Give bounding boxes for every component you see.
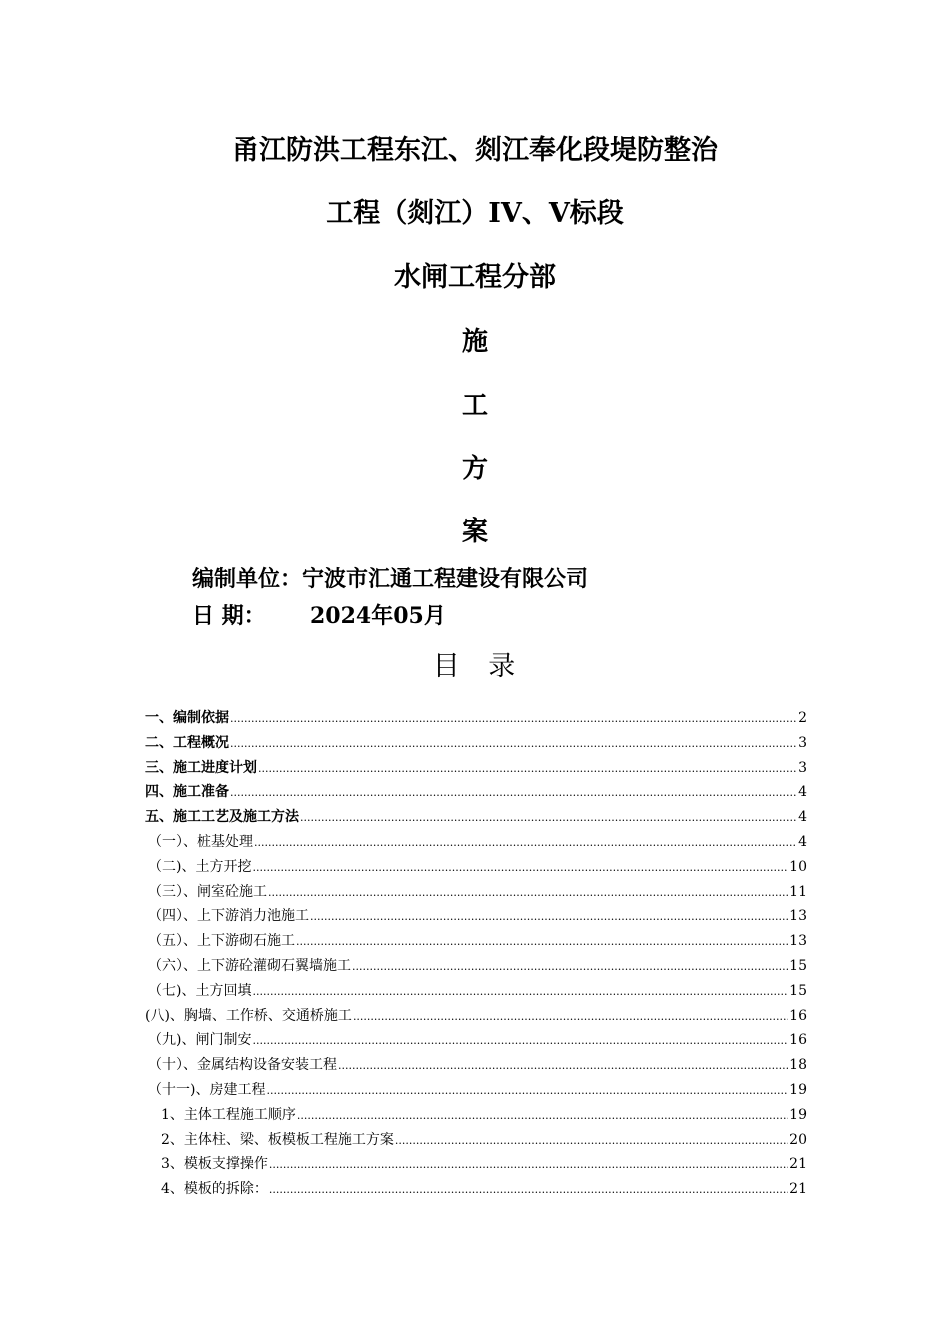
toc-entry-page: 13 [789, 908, 807, 925]
toc-entry[interactable] [145, 880, 807, 905]
toc-title: 目 录 [432, 651, 526, 682]
toc-entry-label: 3、模板支撑操作 [161, 1156, 268, 1173]
toc-entry-label: 2、主体柱、梁、板模板工程施工方案 [161, 1131, 394, 1148]
toc-entry-page: 16 [789, 1007, 807, 1024]
toc-entry[interactable] [145, 805, 807, 830]
toc-entry-page: 15 [789, 957, 807, 974]
toc-entry-label: （十一)、房建工程 [148, 1081, 266, 1098]
toc-entry-label: (八)、胸墙、工作桥、交通桥施工 [145, 1007, 352, 1024]
toc-entry-page: 4 [798, 784, 807, 801]
toc-entry-page: 11 [789, 883, 807, 900]
toc-entry[interactable] [145, 954, 807, 979]
toc-entry-label: （一）、桩基处理 [148, 833, 253, 850]
table-of-contents [145, 706, 807, 1202]
toc-leader [300, 805, 797, 831]
toc-entry[interactable] [145, 1103, 807, 1128]
toc-leader [338, 1053, 788, 1079]
toc-entry[interactable] [145, 830, 807, 855]
toc-entry[interactable] [145, 1004, 807, 1029]
toc-entry-page: 19 [789, 1106, 807, 1123]
toc-leader [269, 1152, 788, 1178]
toc-entry-page: 4 [798, 809, 807, 826]
toc-entry-page: 16 [789, 1032, 807, 1049]
toc-entry-label: 三、施工进度计划 [145, 759, 257, 776]
compiling-unit [192, 564, 588, 594]
toc-leader [254, 830, 797, 856]
toc-entry[interactable] [145, 1028, 807, 1053]
toc-entry[interactable] [145, 1078, 807, 1103]
toc-leader [310, 904, 788, 930]
toc-entry-label: （五）、上下游砌石施工 [148, 933, 295, 950]
toc-entry-label: （十）、金属结构设备安装工程 [148, 1057, 337, 1074]
toc-entry-page: 3 [798, 759, 807, 776]
toc-leader [352, 954, 788, 980]
toc-entry-page: 18 [789, 1057, 807, 1074]
toc-entry-label: 一、编制依据 [145, 710, 229, 726]
toc-entry[interactable] [145, 1152, 807, 1177]
toc-leader [266, 1078, 788, 1104]
vertical-char-an: 案 [461, 517, 488, 547]
toc-entry-label: 五、施工工艺及施工方法 [145, 809, 299, 826]
toc-leader [296, 929, 788, 955]
toc-entry[interactable] [145, 855, 807, 880]
toc-leader [252, 979, 788, 1005]
toc-entry-page: 15 [789, 982, 807, 999]
toc-entry-label: （七)、土方回填 [148, 982, 252, 999]
document-date [192, 601, 446, 631]
cover-title-line-1: 甬江防洪工程东江、剡江奉化段堤防整治 [232, 135, 718, 166]
cover-title-line-2: 工程（剡江）IV、V标段 [326, 198, 624, 229]
toc-entry[interactable] [145, 904, 807, 929]
toc-leader [252, 1028, 788, 1054]
toc-leader [252, 855, 788, 881]
toc-leader [297, 1103, 788, 1129]
toc-entry-label: （二)、土方开挖 [148, 858, 252, 875]
toc-entry-page: 19 [789, 1081, 807, 1098]
toc-entry-page: 2 [798, 710, 807, 726]
vertical-char-gong: 工 [461, 391, 488, 421]
toc-entry-label: （九)、闸门制安 [148, 1032, 252, 1049]
toc-entry[interactable] [145, 979, 807, 1004]
compiling-unit-value: 宁波市汇通工程建设有限公司 [302, 566, 589, 592]
toc-entry-label: 四、施工准备 [145, 784, 229, 801]
toc-entry-page: 4 [798, 833, 807, 850]
toc-entry[interactable] [145, 756, 807, 781]
toc-entry-label: 4、模板的拆除： [161, 1181, 268, 1198]
vertical-char-shi: 施 [461, 327, 488, 357]
toc-leader [230, 780, 797, 806]
toc-leader [395, 1128, 788, 1154]
toc-entry[interactable] [145, 1053, 807, 1078]
toc-entry-page: 20 [789, 1131, 807, 1148]
document-date-label: 日 期： [192, 603, 266, 629]
toc-leader [258, 756, 797, 782]
vertical-char-fang: 方 [461, 454, 488, 484]
document-date-value: 2024年05月 [310, 603, 446, 629]
toc-entry-page: 21 [789, 1181, 807, 1198]
toc-leader [230, 731, 797, 757]
cover-title-line-3: 水闸工程分部 [394, 262, 556, 293]
toc-entry-label: （六）、上下游砼灌砌石翼墙施工 [148, 957, 351, 974]
toc-entry-label: 1、主体工程施工顺序 [161, 1106, 296, 1123]
toc-entry-label: （三）、闸室砼施工 [148, 883, 267, 900]
toc-entry-label: （四）、上下游消力池施工 [148, 908, 309, 925]
toc-leader [268, 880, 788, 906]
toc-entry-page: 10 [789, 858, 807, 875]
toc-entry[interactable] [145, 1128, 807, 1153]
toc-entry-label: 二、工程概况 [145, 734, 229, 751]
toc-entry[interactable] [145, 731, 807, 756]
toc-leader [269, 1177, 788, 1203]
toc-entry-page: 13 [789, 933, 807, 950]
toc-entry[interactable] [145, 706, 807, 731]
toc-entry[interactable] [145, 929, 807, 954]
toc-entry-page: 3 [798, 734, 807, 751]
toc-leader [230, 706, 797, 732]
toc-entry[interactable] [145, 780, 807, 805]
toc-leader [353, 1004, 788, 1030]
toc-entry-page: 21 [789, 1156, 807, 1173]
toc-entry[interactable] [145, 1177, 807, 1202]
compiling-unit-label: 编制单位： [192, 566, 303, 592]
